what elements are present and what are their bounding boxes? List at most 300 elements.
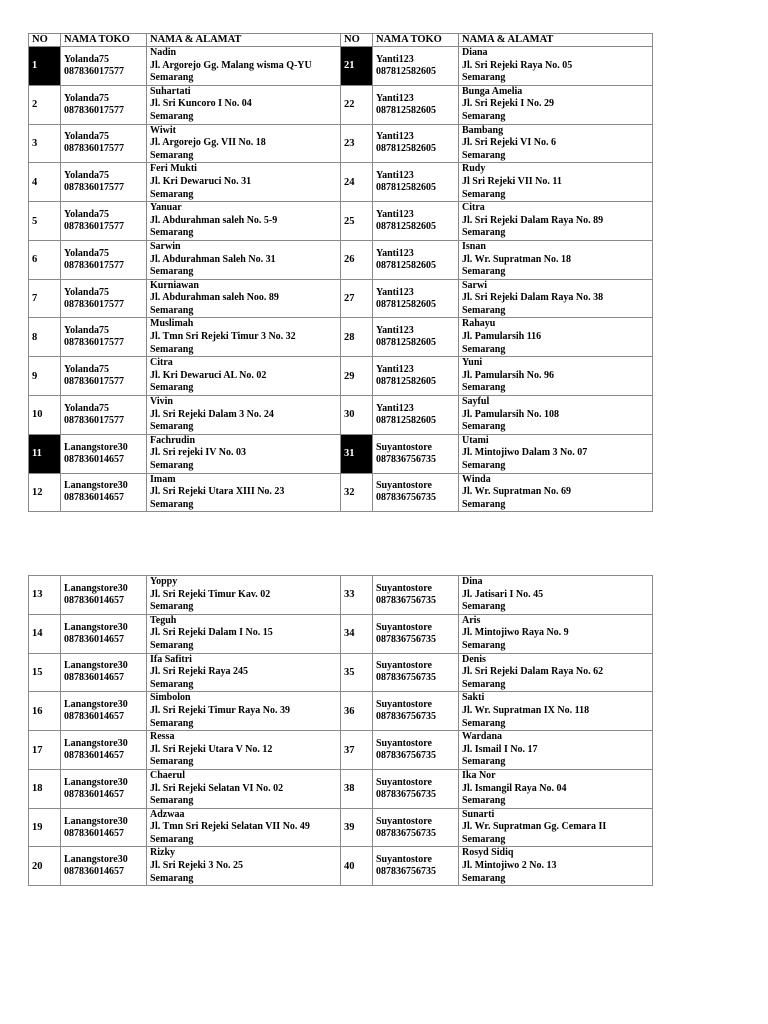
shop-cell (373, 124, 459, 163)
street-address: Jl. Sri Rejeki Dalam 3 No. 24 (150, 408, 274, 420)
customer-name: Citra (462, 202, 485, 214)
city: Semarang (150, 343, 194, 355)
street-address: Jl. Sri Rejeki Dalam Raya No. 89 (462, 214, 604, 226)
street-address: Jl. Argorejo Gg. Malang wisma Q-YU (150, 59, 312, 71)
entry-number: 36 (341, 692, 373, 731)
city: Semarang (462, 872, 506, 884)
shop-cell (61, 85, 147, 124)
customer-name: Rizky (150, 847, 175, 859)
entry-number: 32 (341, 473, 373, 512)
customer-name: Rahayu (462, 318, 496, 330)
entry-number: 31 (341, 434, 373, 473)
city: Semarang (150, 382, 194, 394)
city: Semarang (462, 343, 506, 355)
street-address: Jl. Sri rejeki IV No. 03 (150, 447, 247, 459)
address-cell (459, 163, 653, 202)
street-address: Jl Sri Rejeki VII No. 11 (462, 175, 562, 187)
shop-name: Yanti123 (376, 131, 414, 143)
shop-cell (373, 202, 459, 241)
address-cell (147, 769, 341, 808)
customer-name: Imam (150, 473, 176, 485)
city: Semarang (462, 266, 506, 278)
customer-name: Adzwaa (150, 808, 185, 820)
shop-phone: 087812582605 (376, 104, 436, 116)
city: Semarang (462, 149, 506, 161)
header-shop: NAMA TOKO (373, 34, 459, 47)
shop-phone: 087836756735 (376, 866, 436, 878)
table-row (29, 434, 653, 473)
entry-number: 13 (29, 576, 61, 615)
shop-name: Yanti123 (376, 209, 414, 221)
street-address: Jl. Tmn Sri Rejeki Selatan VII No. 49 (150, 821, 310, 833)
street-address: Jl. Kri Dewaruci AL No. 02 (150, 369, 267, 381)
shop-name: Yolanda75 (64, 131, 110, 143)
shop-cell (61, 653, 147, 692)
address-cell (147, 202, 341, 241)
customer-name: Diana (462, 47, 488, 58)
shop-phone: 087812582605 (376, 143, 436, 155)
shop-phone: 087836017577 (64, 143, 124, 155)
street-address: Jl. Sri Rejeki Raya 245 (150, 666, 249, 678)
address-cell (459, 318, 653, 357)
shop-phone: 087836756735 (376, 492, 436, 504)
street-address: Jl. Wr. Supratman No. 69 (462, 486, 572, 498)
address-cell (147, 318, 341, 357)
shop-name: Suyantostore (376, 815, 432, 827)
shop-name: Suyantostore (376, 854, 432, 866)
street-address: Jl. Mintojiwo Raya No. 9 (462, 627, 569, 639)
table-row (29, 473, 653, 512)
shop-cell (373, 47, 459, 86)
shop-cell (373, 318, 459, 357)
shop-name: Yolanda75 (64, 170, 110, 182)
entry-number: 23 (341, 124, 373, 163)
address-cell (459, 731, 653, 770)
customer-name: Suhartati (150, 85, 191, 97)
table-row (29, 396, 653, 435)
shop-cell (373, 653, 459, 692)
address-cell (459, 47, 653, 86)
city: Semarang (150, 421, 194, 433)
customer-name: Yuni (462, 357, 483, 369)
city: Semarang (462, 421, 506, 433)
customer-table-top (28, 33, 653, 512)
entry-number: 14 (29, 614, 61, 653)
shop-name: Lanangstore30 (64, 621, 128, 633)
city: Semarang (462, 795, 506, 807)
city: Semarang (150, 795, 194, 807)
shop-cell (61, 124, 147, 163)
shop-cell (373, 731, 459, 770)
street-address: Jl. Wr. Supratman No. 18 (462, 253, 572, 265)
table-row (29, 614, 653, 653)
entry-number: 2 (29, 85, 61, 124)
table-row (29, 653, 653, 692)
shop-phone: 087836014657 (64, 672, 124, 684)
shop-cell (373, 769, 459, 808)
shop-phone: 087836756735 (376, 672, 436, 684)
street-address: Jl. Sri Rejeki Utara XIII No. 23 (150, 486, 285, 498)
shop-name: Suyantostore (376, 660, 432, 672)
customer-name: Simbolon (150, 692, 191, 704)
shop-cell (61, 357, 147, 396)
table-header (29, 34, 653, 47)
shop-name: Suyantostore (376, 621, 432, 633)
customer-name: Vivin (150, 396, 173, 408)
customer-name: Winda (462, 473, 491, 485)
city: Semarang (150, 601, 194, 613)
city: Semarang (462, 756, 506, 768)
street-address: Jl. Pamularsih No. 108 (462, 408, 559, 420)
shop-phone: 087836756735 (376, 827, 436, 839)
customer-name: Muslimah (150, 318, 194, 330)
address-cell (459, 357, 653, 396)
entry-number: 9 (29, 357, 61, 396)
address-cell (459, 473, 653, 512)
street-address: Jl. Wr. Supratman IX No. 118 (462, 704, 590, 716)
customer-name: Denis (462, 653, 486, 665)
header-no: NO (29, 34, 61, 47)
shop-name: Suyantostore (376, 738, 432, 750)
shop-phone: 087812582605 (376, 414, 436, 426)
shop-phone: 087836017577 (64, 414, 124, 426)
shop-phone: 087836014657 (64, 866, 124, 878)
table-row (29, 318, 653, 357)
city: Semarang (150, 110, 194, 122)
shop-name: Lanangstore30 (64, 441, 128, 453)
table-row (29, 124, 653, 163)
address-cell (147, 357, 341, 396)
street-address: Jl. Sri Rejeki Timur Kav. 02 (150, 588, 271, 600)
table-row (29, 85, 653, 124)
address-cell (147, 576, 341, 615)
shop-cell (373, 434, 459, 473)
shop-name: Lanangstore30 (64, 815, 128, 827)
city: Semarang (150, 188, 194, 200)
shop-name: Yanti123 (376, 286, 414, 298)
address-cell (459, 396, 653, 435)
customer-name: Wardana (462, 731, 503, 743)
shop-cell (373, 240, 459, 279)
shop-name: Lanangstore30 (64, 738, 128, 750)
shop-name: Lanangstore30 (64, 854, 128, 866)
entry-number: 5 (29, 202, 61, 241)
shop-phone: 087836756735 (376, 750, 436, 762)
shop-cell (61, 396, 147, 435)
address-cell (147, 279, 341, 318)
shop-phone: 087812582605 (376, 337, 436, 349)
customer-name: Dina (462, 576, 483, 587)
address-cell (147, 47, 341, 86)
address-cell (147, 847, 341, 886)
city: Semarang (462, 498, 506, 510)
customer-name: Fachrudin (150, 434, 196, 446)
city: Semarang (462, 601, 506, 613)
address-cell (147, 808, 341, 847)
entry-number: 35 (341, 653, 373, 692)
shop-phone: 087812582605 (376, 259, 436, 271)
shop-cell (373, 808, 459, 847)
address-cell (459, 202, 653, 241)
street-address: Jl. Sri Rejeki Raya No. 05 (462, 59, 573, 71)
customer-name: Yanuar (150, 202, 182, 214)
customer-name: Wiwit (150, 124, 176, 136)
street-address: Jl. Sri Rejeki Dalam Raya No. 62 (462, 666, 604, 678)
city: Semarang (150, 149, 194, 161)
customer-table-bottom (28, 575, 653, 886)
entry-number: 8 (29, 318, 61, 357)
city: Semarang (150, 756, 194, 768)
street-address: Jl. Tmn Sri Rejeki Timur 3 No. 32 (150, 331, 296, 343)
city: Semarang (150, 266, 194, 278)
entry-number: 20 (29, 847, 61, 886)
shop-cell (61, 318, 147, 357)
city: Semarang (150, 227, 194, 239)
street-address: Jl. Abdurahman Saleh No. 31 (150, 253, 276, 265)
entry-number: 15 (29, 653, 61, 692)
customer-name: Sarwin (150, 240, 181, 252)
entry-number: 3 (29, 124, 61, 163)
entry-number: 40 (341, 847, 373, 886)
street-address: Jl. Sri Rejeki I No. 29 (462, 98, 554, 110)
entry-number: 38 (341, 769, 373, 808)
shop-phone: 087812582605 (376, 376, 436, 388)
address-cell (147, 653, 341, 692)
customer-name: Rosyd Sidiq (462, 847, 514, 859)
table-row (29, 202, 653, 241)
city: Semarang (462, 188, 506, 200)
shop-cell (373, 614, 459, 653)
customer-name: Ifa Safitri (150, 653, 192, 665)
entry-number: 12 (29, 473, 61, 512)
shop-name: Lanangstore30 (64, 582, 128, 594)
city: Semarang (150, 460, 194, 471)
shop-phone: 087836017577 (64, 104, 124, 116)
entry-number: 28 (341, 318, 373, 357)
shop-cell (61, 163, 147, 202)
entry-number: 22 (341, 85, 373, 124)
city: Semarang (150, 678, 194, 690)
shop-phone: 087836014657 (64, 633, 124, 645)
city: Semarang (462, 72, 506, 84)
street-address: Jl. Abdurahman saleh No. 5-9 (150, 214, 278, 226)
shop-phone: 087812582605 (376, 221, 436, 233)
table-row (29, 240, 653, 279)
street-address: Jl. Pamularsih 116 (462, 331, 542, 343)
customer-name: Nadin (150, 47, 177, 58)
customer-name: Ressa (150, 731, 175, 743)
shop-name: Yanti123 (376, 170, 414, 182)
table-row (29, 279, 653, 318)
street-address: Jl. Sri Rejeki Utara V No. 12 (150, 743, 273, 755)
address-cell (459, 576, 653, 615)
entry-number: 4 (29, 163, 61, 202)
entry-number: 19 (29, 808, 61, 847)
city: Semarang (462, 639, 506, 651)
shop-name: Suyantostore (376, 699, 432, 711)
shop-cell (373, 279, 459, 318)
shop-phone: 087836014657 (64, 750, 124, 762)
customer-name: Sarwi (462, 279, 487, 291)
street-address: Jl. Sri Rejeki Dalam Raya No. 38 (462, 292, 604, 304)
shop-phone: 087836017577 (64, 337, 124, 349)
shop-name: Suyantostore (376, 582, 432, 594)
shop-cell (61, 473, 147, 512)
street-address: Jl. Ismail I No. 17 (462, 743, 538, 755)
shop-cell (61, 614, 147, 653)
address-cell (459, 124, 653, 163)
customer-name: Rudy (462, 163, 486, 175)
street-address: Jl. Sri Kuncoro I No. 04 (150, 98, 252, 110)
shop-phone: 087812582605 (376, 298, 436, 310)
shop-phone: 087836014657 (64, 788, 124, 800)
shop-phone: 087812582605 (376, 182, 436, 194)
shop-cell (373, 163, 459, 202)
shop-cell (61, 847, 147, 886)
shop-name: Suyantostore (376, 480, 432, 492)
address-cell (459, 692, 653, 731)
address-cell (147, 163, 341, 202)
address-cell (459, 769, 653, 808)
shop-cell (373, 473, 459, 512)
city: Semarang (462, 110, 506, 122)
customer-name: Citra (150, 357, 173, 369)
address-cell (459, 240, 653, 279)
shop-name: Yolanda75 (64, 247, 110, 259)
address-cell (459, 85, 653, 124)
entry-number: 16 (29, 692, 61, 731)
shop-phone: 087836014657 (64, 453, 124, 465)
shop-name: Yolanda75 (64, 92, 110, 104)
shop-cell (61, 434, 147, 473)
address-cell (459, 653, 653, 692)
entry-number: 25 (341, 202, 373, 241)
customer-name: Sunarti (462, 808, 495, 820)
address-cell (459, 847, 653, 886)
customer-name: Bunga Amelia (462, 85, 523, 97)
entry-number: 34 (341, 614, 373, 653)
shop-name: Lanangstore30 (64, 776, 128, 788)
address-cell (147, 240, 341, 279)
street-address: Jl. Sri Rejeki Timur Raya No. 39 (150, 704, 291, 716)
shop-cell (373, 692, 459, 731)
city: Semarang (462, 460, 506, 471)
street-address: Jl. Argorejo Gg. VII No. 18 (150, 137, 266, 149)
shop-name: Lanangstore30 (64, 480, 128, 492)
shop-cell (61, 731, 147, 770)
shop-phone: 087836017577 (64, 298, 124, 310)
shop-phone: 087836017577 (64, 259, 124, 271)
shop-name: Yolanda75 (64, 209, 110, 221)
shop-cell (61, 279, 147, 318)
entry-number: 11 (29, 434, 61, 473)
city: Semarang (150, 639, 194, 651)
shop-phone: 087836756735 (376, 711, 436, 723)
shop-cell (61, 692, 147, 731)
shop-cell (373, 85, 459, 124)
customer-name: Yoppy (150, 576, 178, 587)
street-address: Jl. Mintojiwo 2 No. 13 (462, 860, 557, 872)
shop-cell (373, 847, 459, 886)
street-address: Jl. Jatisari I No. 45 (462, 588, 544, 600)
customer-name: Bambang (462, 124, 504, 136)
shop-name: Yolanda75 (64, 402, 110, 414)
header-address: NAMA & ALAMAT (459, 34, 653, 47)
customer-name: Sakti (462, 692, 485, 704)
shop-phone: 087836017577 (64, 221, 124, 233)
shop-phone: 087836014657 (64, 492, 124, 504)
customer-name: Sayful (462, 396, 490, 408)
customer-name: Isnan (462, 240, 486, 252)
shop-cell (61, 240, 147, 279)
entry-number: 1 (29, 47, 61, 86)
shop-phone: 087836014657 (64, 827, 124, 839)
address-cell (147, 85, 341, 124)
shop-phone: 087836017577 (64, 65, 124, 77)
shop-phone: 087836756735 (376, 633, 436, 645)
street-address: Jl. Mintojiwo Dalam 3 No. 07 (462, 447, 588, 459)
shop-phone: 087812582605 (376, 65, 436, 77)
entry-number: 39 (341, 808, 373, 847)
city: Semarang (462, 304, 506, 316)
address-cell (459, 808, 653, 847)
entry-number: 30 (341, 396, 373, 435)
street-address: Jl. Sri Rejeki Selatan VI No. 02 (150, 782, 284, 794)
entry-number: 7 (29, 279, 61, 318)
address-cell (147, 614, 341, 653)
city: Semarang (150, 498, 194, 510)
customer-name: Feri Mukti (150, 163, 197, 175)
shop-phone: 087836756735 (376, 594, 436, 606)
city: Semarang (150, 304, 194, 316)
shop-name: Yanti123 (376, 92, 414, 104)
table-row (29, 769, 653, 808)
table-row (29, 357, 653, 396)
entry-number: 29 (341, 357, 373, 396)
customer-name: Utami (462, 434, 489, 446)
customer-name: Chaerul (150, 769, 185, 781)
table-row (29, 163, 653, 202)
street-address: Jl. Pamularsih No. 96 (462, 369, 554, 381)
header-no: NO (341, 34, 373, 47)
street-address: Jl. Ismangil Raya No. 04 (462, 782, 567, 794)
shop-name: Yolanda75 (64, 325, 110, 337)
shop-name: Lanangstore30 (64, 660, 128, 672)
shop-name: Yanti123 (376, 402, 414, 414)
entry-number: 10 (29, 396, 61, 435)
address-cell (459, 434, 653, 473)
city: Semarang (150, 72, 194, 84)
customer-name: Teguh (150, 614, 177, 626)
address-cell (147, 473, 341, 512)
shop-name: Yanti123 (376, 53, 414, 65)
street-address: Jl. Sri Rejeki VI No. 6 (462, 137, 556, 149)
city: Semarang (150, 717, 194, 729)
shop-name: Yanti123 (376, 247, 414, 259)
address-cell (147, 434, 341, 473)
shop-cell (61, 769, 147, 808)
entry-number: 24 (341, 163, 373, 202)
shop-name: Yolanda75 (64, 286, 110, 298)
shop-phone: 087836017577 (64, 376, 124, 388)
shop-name: Lanangstore30 (64, 699, 128, 711)
table-row (29, 731, 653, 770)
city: Semarang (462, 227, 506, 239)
entry-number: 18 (29, 769, 61, 808)
shop-cell (373, 396, 459, 435)
entry-number: 21 (341, 47, 373, 86)
header-shop: NAMA TOKO (61, 34, 147, 47)
